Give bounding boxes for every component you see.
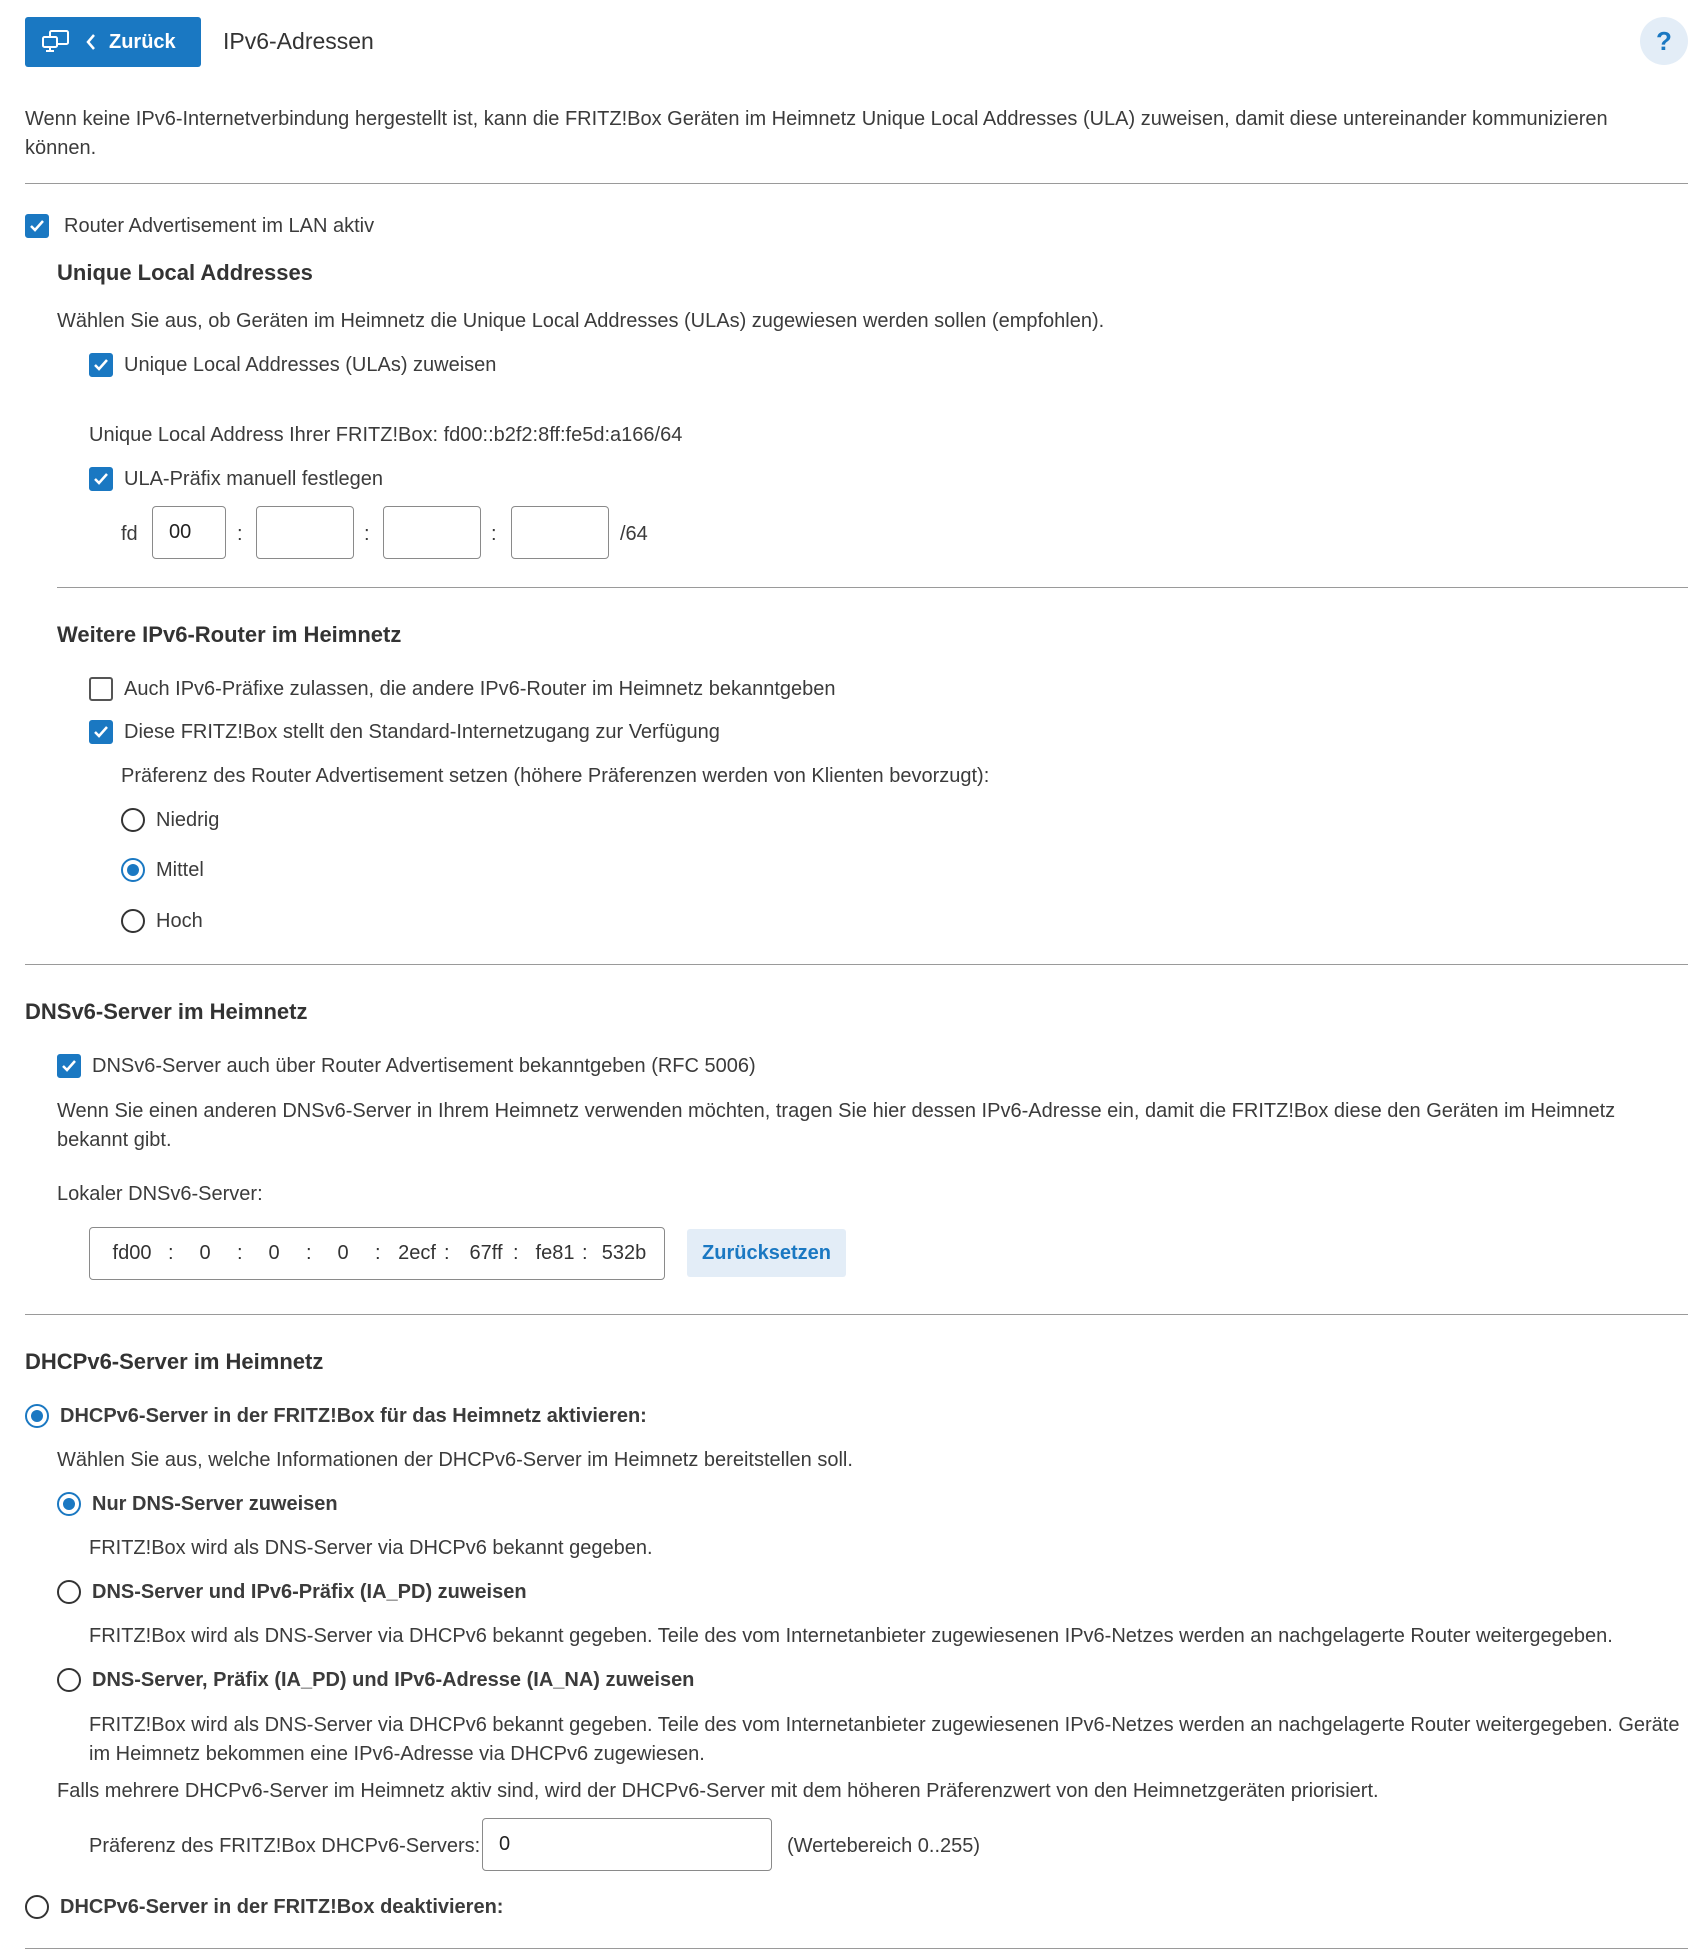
dhcp-option-dns-prefix-desc: FRITZ!Box wird als DNS-Server via DHCPv6 bekannt gegeben. Teile des vom Internetanbieter zugewiesenen IPv6-Netzes werden an nachgelagerte Router weitergegeben. (89, 1625, 1613, 1647)
page-title: IPv6-Adressen (223, 28, 374, 54)
dhcp-option-dns-prefix-label: DNS-Server und IPv6-Präfix (IA_PD) zuweisen (92, 1581, 527, 1603)
divider (25, 183, 1688, 184)
ula-prefix-start: fd (121, 523, 138, 545)
ula-assign-label: Unique Local Addresses (ULAs) zuweisen (124, 354, 497, 376)
ula-prefix-field-4[interactable] (511, 506, 609, 559)
divider (57, 587, 1688, 588)
dns-segment[interactable]: 532b (601, 1242, 647, 1264)
ula-separator: : (237, 523, 243, 545)
ula-manual-prefix-label: ULA-Präfix manuell festlegen (124, 468, 384, 490)
intro-text: Wenn keine IPv6-Internetverbindung hergestellt ist, kann die FRITZ!Box Geräten im Heimnetz Unique Local Addresses (ULA) zuweisen, damit diese untereinander kommunizieren können. (25, 108, 1608, 159)
dns-segment[interactable]: 0 (268, 1242, 280, 1264)
back-button[interactable] (25, 17, 201, 67)
ula-description: Wählen Sie aus, ob Geräten im Heimnetz die Unique Local Addresses (ULAs) zugewiesen werden sollen (empfohlen). (57, 310, 1105, 332)
ra-preference-label: Präferenz des Router Advertisement setzen (höhere Präferenzen werden von Klienten bevorzugt): (121, 765, 990, 787)
default-access-label: Diese FRITZ!Box stellt den Standard-Internetzugang zur Verfügung (124, 721, 720, 743)
back-label: Zurück (109, 30, 176, 53)
help-button[interactable]: ? (1640, 17, 1688, 65)
dns-separator: : (375, 1242, 381, 1264)
dhcp-disable-radio[interactable] (25, 1895, 49, 1919)
dhcp-option-full-desc: FRITZ!Box wird als DNS-Server via DHCPv6 bekannt gegeben. Teile des vom Internetanbieter zugewiesenen IPv6-Netzes werden an nachgelagerte Router weitergegeben. Geräte im Heimnetz bekommen eine IPv6-Adresse via DHCPv6 zugewiesen. (89, 1714, 1680, 1765)
divider (25, 1948, 1688, 1949)
dns-separator: : (237, 1242, 243, 1264)
dhcp-option-dns-only-radio[interactable] (57, 1492, 81, 1516)
chevron-left-icon (85, 33, 97, 51)
ula-manual-prefix-checkbox[interactable] (89, 467, 113, 491)
dhcp-multi-server-text: Falls mehrere DHCPv6-Server im Heimnetz aktiv sind, wird der DHCPv6-Server mit dem höheren Präferenzwert von den Heimnetzgeräten priorisiert. (57, 1780, 1379, 1802)
local-dns-label: Lokaler DNSv6-Server: (57, 1183, 263, 1205)
dns-description: Wenn Sie einen anderen DNSv6-Server in Ihrem Heimnetz verwenden möchten, tragen Sie hier dessen IPv6-Adresse ein, damit die FRITZ!Box diese den Geräten im Heimnetz bekannt gibt. (57, 1100, 1616, 1151)
ula-address-info: Unique Local Address Ihrer FRITZ!Box: fd00::b2f2:8ff:fe5d:a166/64 (89, 424, 683, 446)
router-advertisement-checkbox[interactable] (25, 214, 49, 238)
ula-prefix-field-3[interactable] (383, 506, 481, 559)
router-advertisement-label: Router Advertisement im LAN aktiv (64, 215, 375, 237)
network-devices-icon (41, 29, 71, 55)
ula-assign-checkbox[interactable] (89, 353, 113, 377)
dhcp-preference-input[interactable] (482, 1818, 772, 1871)
dns-separator: : (582, 1242, 588, 1264)
dhcp-enable-radio[interactable] (25, 1404, 49, 1428)
dns-segment[interactable]: 0 (337, 1242, 349, 1264)
dns-segment[interactable]: 2ecf (398, 1242, 436, 1264)
dhcp-option-dns-prefix-radio[interactable] (57, 1580, 81, 1604)
ra-preference-high-label: Hoch (156, 910, 203, 932)
dhcp-preference-range: (Wertebereich 0..255) (787, 1835, 981, 1857)
dhcp-enable-label: DHCPv6-Server in der FRITZ!Box für das Heimnetz aktivieren: (60, 1405, 647, 1427)
dhcp-option-dns-only-label: Nur DNS-Server zuweisen (92, 1493, 338, 1515)
ra-preference-medium-radio[interactable] (121, 858, 145, 882)
ula-prefix-field-1[interactable] (152, 506, 226, 559)
ula-separator: : (491, 523, 497, 545)
dns-separator: : (444, 1242, 450, 1264)
dns-segment[interactable]: 0 (199, 1242, 211, 1264)
dns-separator: : (306, 1242, 312, 1264)
dns-announce-checkbox[interactable] (57, 1054, 81, 1078)
ra-preference-medium-label: Mittel (156, 859, 204, 881)
ula-separator: : (364, 523, 370, 545)
dns-separator: : (513, 1242, 519, 1264)
dns-segment[interactable]: fd00 (112, 1242, 152, 1264)
local-dns-address-field[interactable] (89, 1227, 665, 1280)
dhcp-option-full-label: DNS-Server, Präfix (IA_PD) und IPv6-Adresse (IA_NA) zuweisen (92, 1669, 695, 1691)
dns-segment[interactable]: 67ff (469, 1242, 503, 1264)
dns-announce-label: DNSv6-Server auch über Router Advertisement bekanntgeben (RFC 5006) (92, 1055, 756, 1077)
dhcp-choose-text: Wählen Sie aus, welche Informationen der DHCPv6-Server im Heimnetz bereitstellen soll. (57, 1449, 853, 1471)
dns-heading: DNSv6-Server im Heimnetz (25, 999, 308, 1024)
dhcp-option-dns-only-desc: FRITZ!Box wird als DNS-Server via DHCPv6 bekannt gegeben. (89, 1537, 653, 1559)
dns-separator: : (168, 1242, 174, 1264)
dhcp-heading: DHCPv6-Server im Heimnetz (25, 1349, 324, 1374)
allow-prefixes-checkbox[interactable] (89, 677, 113, 701)
dhcp-disable-label: DHCPv6-Server in der FRITZ!Box deaktivieren: (60, 1896, 504, 1918)
default-access-checkbox[interactable] (89, 720, 113, 744)
dhcp-option-full-radio[interactable] (57, 1668, 81, 1692)
ula-heading: Unique Local Addresses (57, 260, 313, 285)
dns-segment[interactable]: fe81 (535, 1242, 575, 1264)
other-routers-heading: Weitere IPv6-Router im Heimnetz (57, 622, 402, 647)
allow-prefixes-label: Auch IPv6-Präfixe zulassen, die andere IPv6-Router im Heimnetz bekanntgeben (124, 678, 836, 700)
ula-prefix-suffix: /64 (620, 523, 648, 545)
reset-button[interactable]: Zurücksetzen (687, 1229, 846, 1277)
divider (25, 1314, 1688, 1315)
ra-preference-high-radio[interactable] (121, 909, 145, 933)
ra-preference-low-label: Niedrig (156, 809, 220, 831)
ra-preference-low-radio[interactable] (121, 808, 145, 832)
dhcp-preference-label: Präferenz des FRITZ!Box DHCPv6-Servers: (89, 1835, 481, 1857)
ula-prefix-field-2[interactable] (256, 506, 354, 559)
divider (25, 964, 1688, 965)
